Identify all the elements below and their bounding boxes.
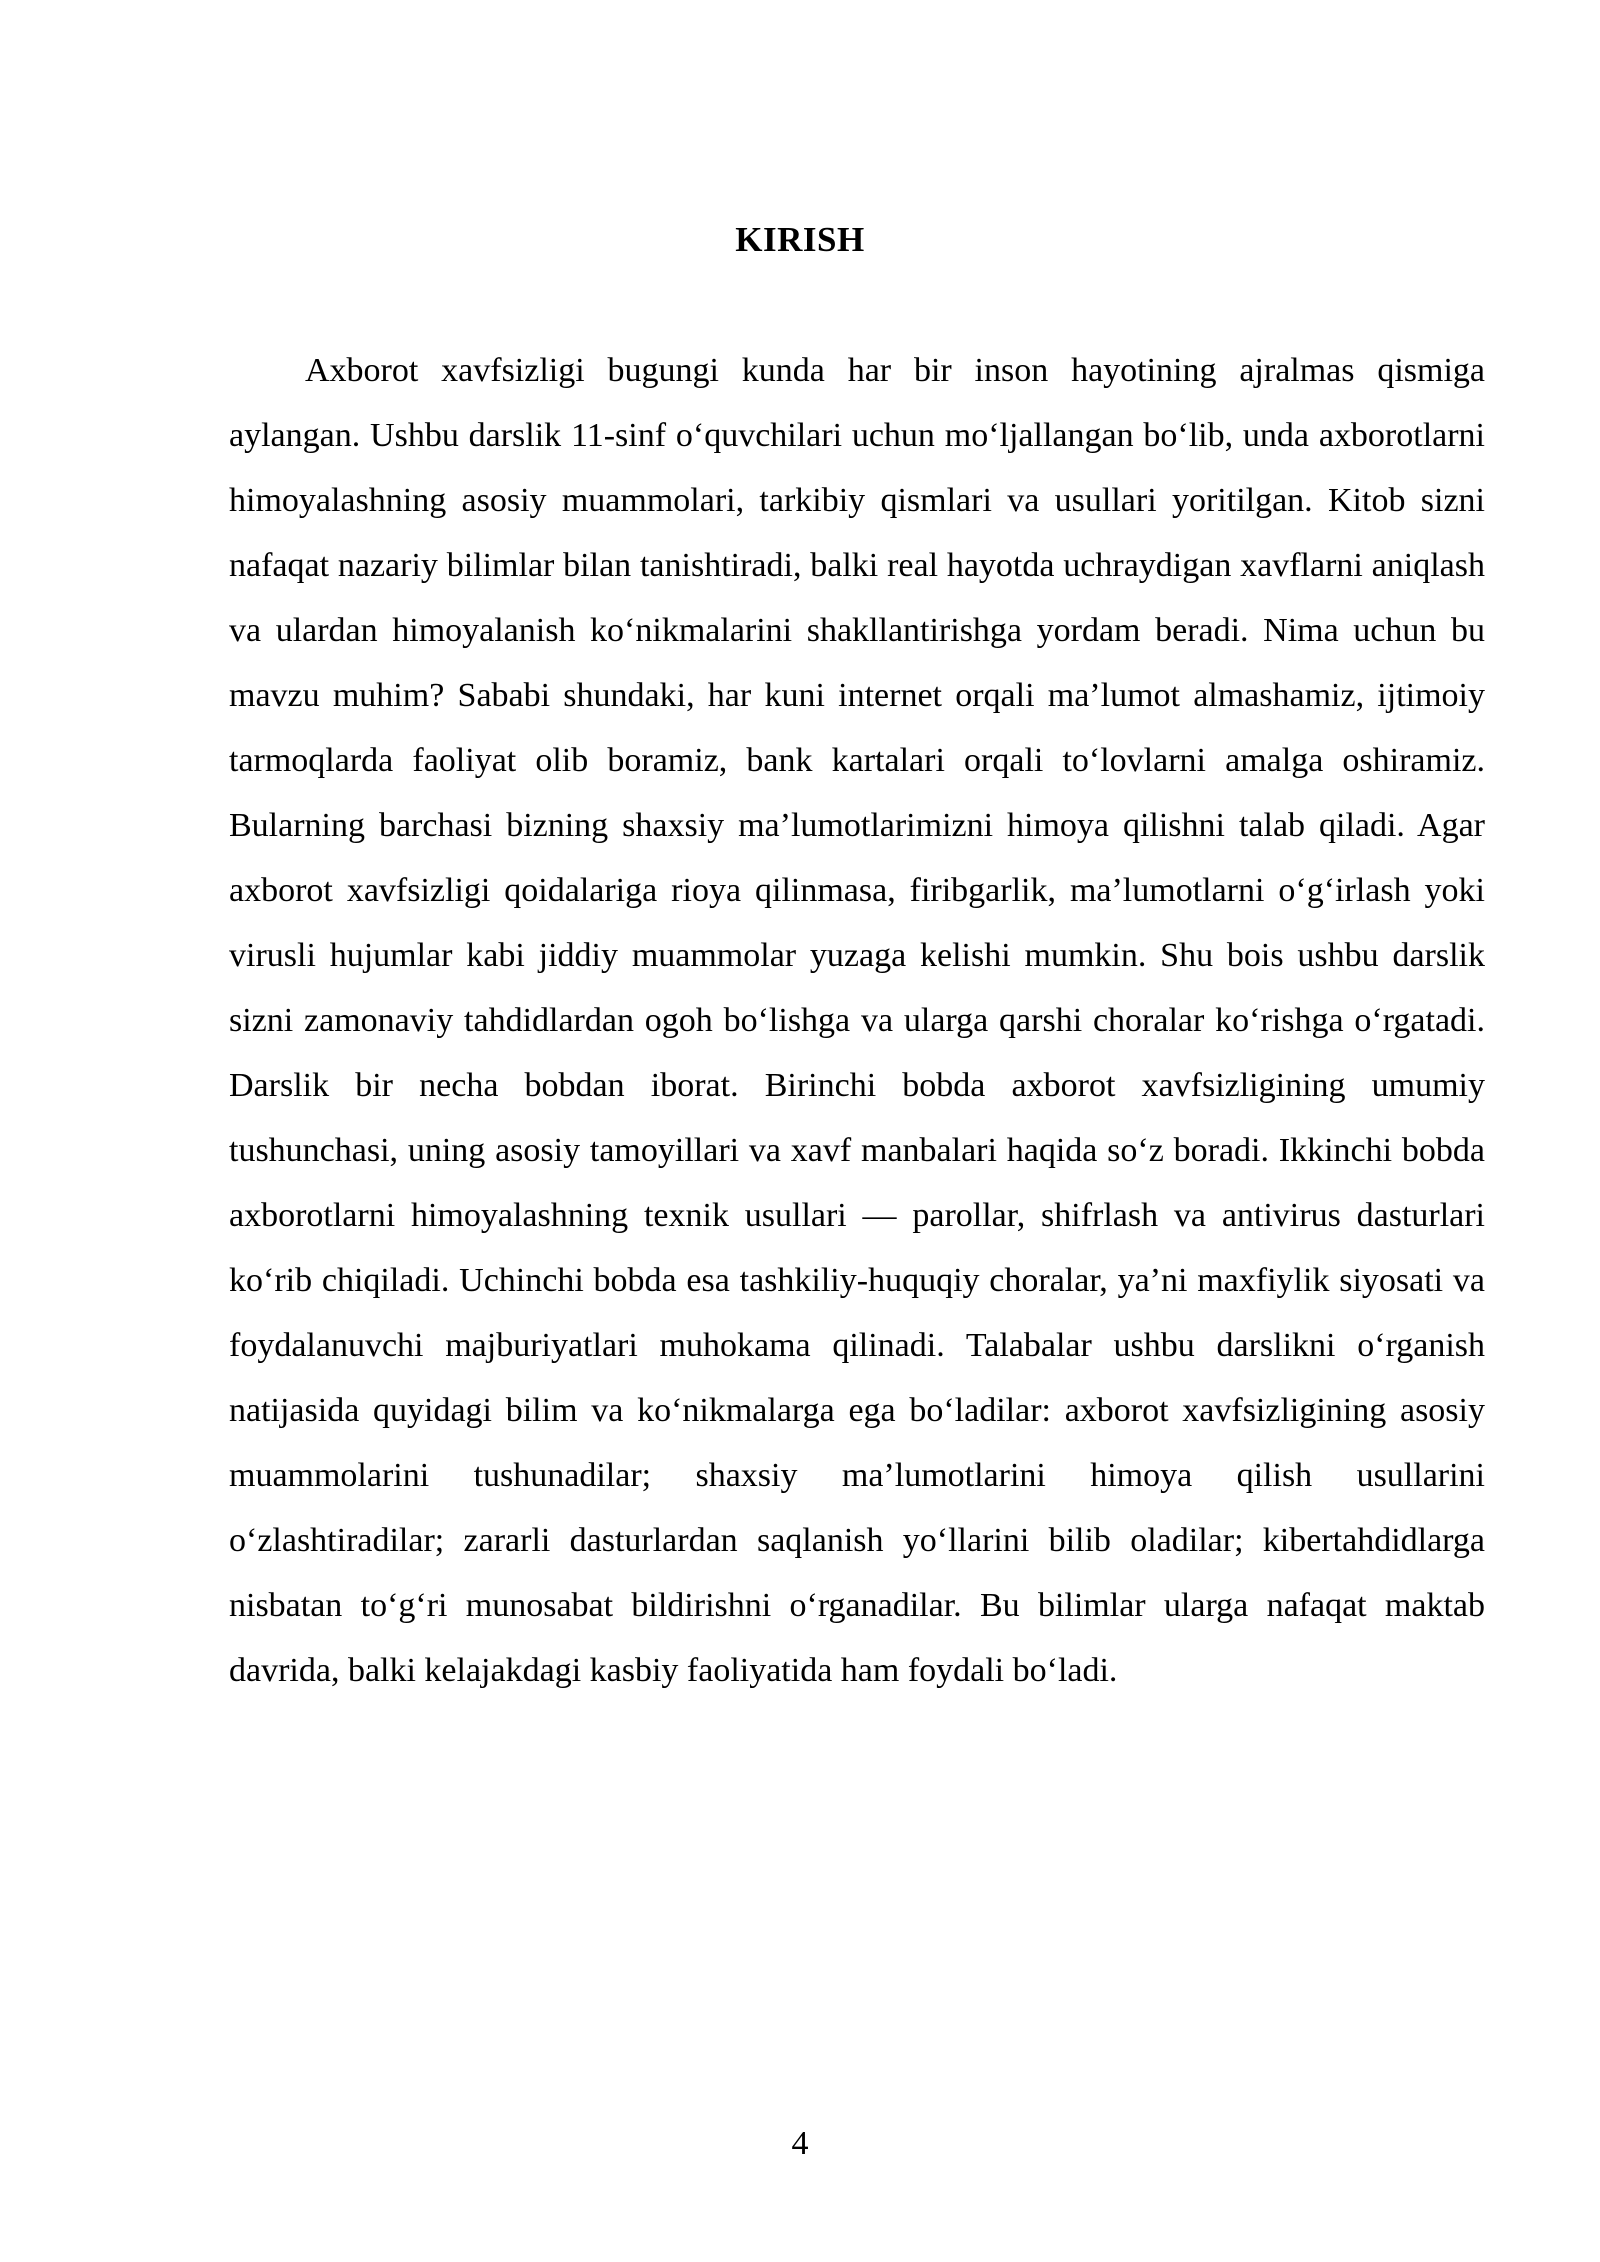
page-number: 4 (791, 2125, 809, 2162)
section-heading: KIRISH (735, 220, 865, 259)
body-paragraph: Axborot xavfsizligi bugungi kunda har bir inson hayotining ajralmas qismiga aylangan. Ushbu darslik 11-sinf o‘quvchilari uchun mo‘ljallangan bo‘lib, unda axborotlarni himoyalashning asosiy muammolari, tarkibiy qismlari va usullari yoritilgan. Kitob sizni nafaqat nazariy bilimlar bilan tanishtiradi, balki real hayotda uchraydigan xavflarni aniqlash va ulardan himoyalanish ko‘nikmalarini shakllantirishga yordam beradi. Nima uchun bu mavzu muhim? Sababi shundaki, har kuni internet orqali ma’lumot almashamiz, ijtimoiy tarmoqlarda faoliyat olib boramiz, bank kartalari orqali to‘lovlarni amalga oshiramiz. Bularning barchasi bizning shaxsiy ma’lumotlarimizni himoya qilishni talab qiladi. Agar axborot xavfsizligi qoidalariga rioya qilinmasa, firibgarlik, ma’lumotlarni o‘g‘irlash yoki virusli hujumlar kabi jiddiy muammolar yuzaga kelishi mumkin. Shu bois ushbu darslik sizni zamonaviy tahdidlardan ogoh bo‘lishga va ularga qarshi choralar ko‘rishga o‘rgatadi. Darslik bir necha bobdan iborat. Birinchi bobda axborot xavfsizligining umumiy tushunchasi, uning asosiy tamoyillari va xavf manbalari haqida so‘z boradi. Ikkinchi bobda axborotlarni himoyalashning texnik usullari — parollar, shifrlash va antivirus dasturlari ko‘rib chiqiladi. Uchinchi bobda esa tashkiliy-huquqiy choralar, ya’ni maxfiylik siyosati va foydalanuvchi majburiyatlari muhokama qilinadi. Talabalar ushbu darslikni o‘rganish natijasida quyidagi bilim va ko‘nikmalarga ega bo‘ladilar: axborot xavfsizligining asosiy muammolarini tushunadilar; shaxsiy ma’lumotlarini himoya qilish usullarini o‘zlashtiradilar; zararli dasturlardan saqlanish yo‘llarini bilib oladilar; kibertahdidlarga nisbatan to‘g‘ri munosabat bildirishni o‘rganadilar. Bu bilimlar ularga nafaqat maktab davrida, balki kelajakdagi kasbiy faoliyatida ham foydali bo‘ladi. (229, 352, 1485, 1689)
